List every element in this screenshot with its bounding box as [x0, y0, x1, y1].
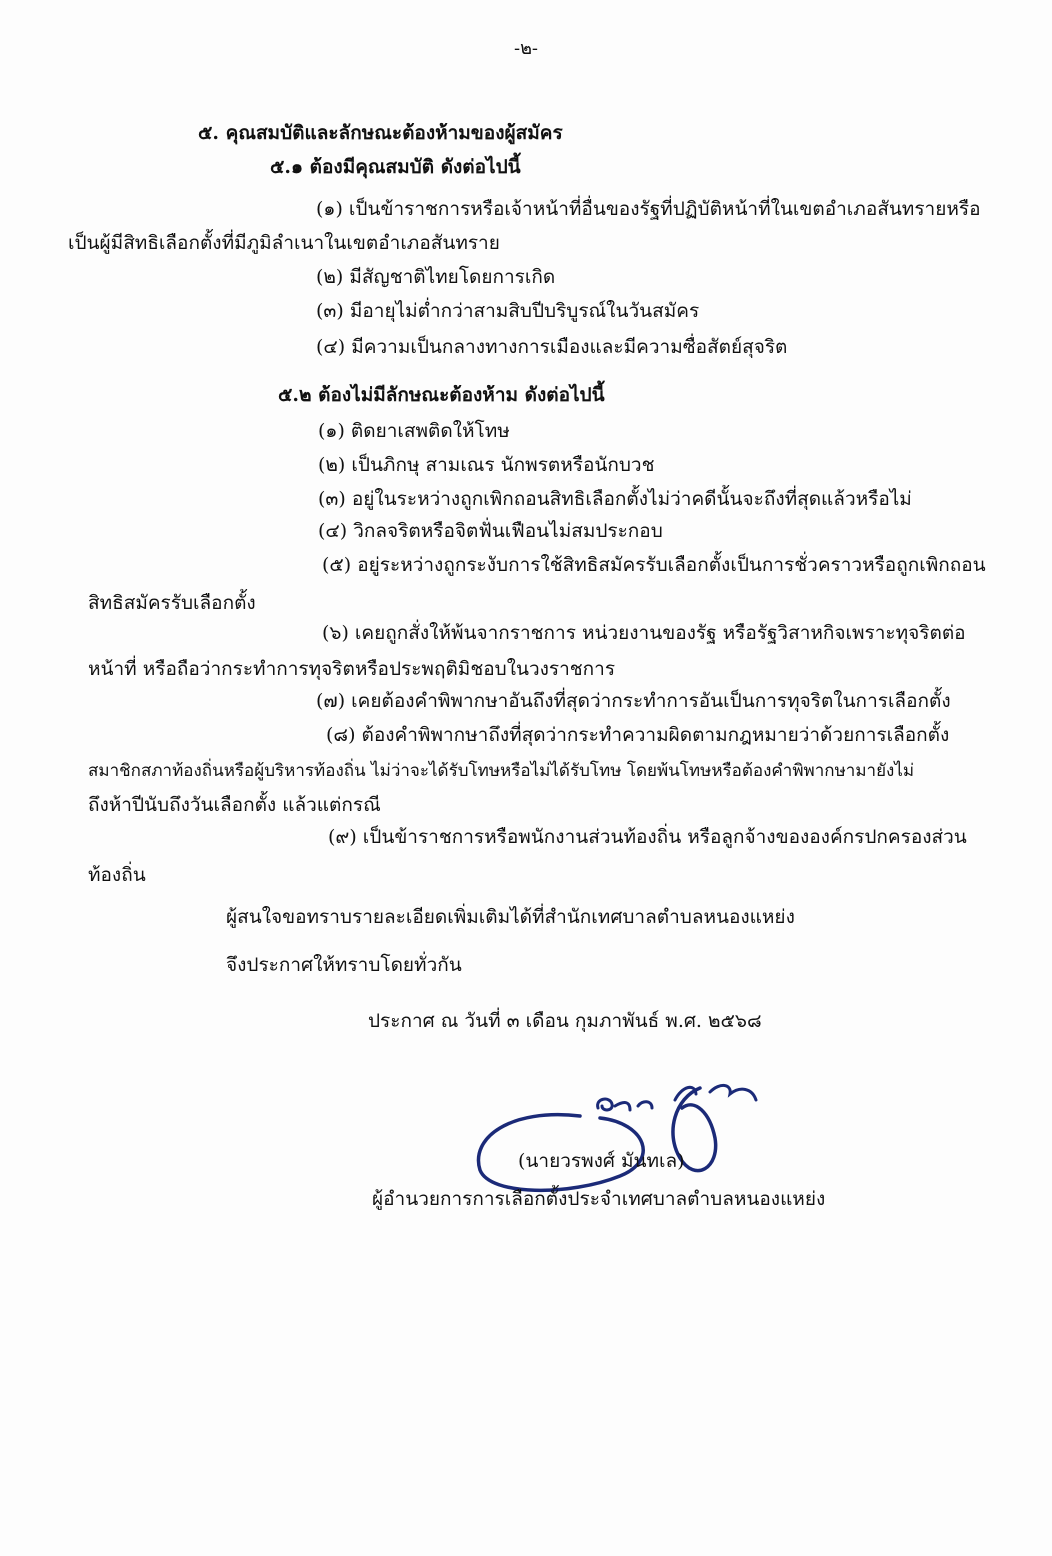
section-5-1-heading: ๕.๑ ต้องมีคุณสมบัติ ดังต่อไปนี้ — [270, 156, 521, 178]
signer-name: (นายวรพงศ์ มันทเล) — [518, 1150, 685, 1172]
signature-image — [470, 1078, 770, 1198]
section-5-heading: ๕. คุณสมบัติและลักษณะต้องห้ามของผู้สมัคร — [198, 122, 563, 144]
prohibition-item-6: (๖) เคยถูกสั่งให้พ้นจากราชการ หน่วยงานของรัฐ หรือรัฐวิสาหกิจเพราะทุจริตต่อ — [322, 622, 966, 644]
signer-title: ผู้อำนวยการการเลือกตั้งประจำเทศบาลตำบลหนองแหย่ง — [372, 1188, 826, 1210]
announcement-line: จึงประกาศให้ทราบโดยทั่วกัน — [226, 954, 462, 976]
qualification-item-1: (๑) เป็นข้าราชการหรือเจ้าหน้าที่อื่นของรัฐที่ปฏิบัติหน้าที่ในเขตอำเภอสันทรายหรือ — [316, 198, 981, 220]
prohibition-item-5: (๕) อยู่ระหว่างถูกระงับการใช้สิทธิสมัครรับเลือกตั้งเป็นการชั่วคราวหรือถูกเพิกถอน — [322, 554, 986, 576]
section-5-2-heading: ๕.๒ ต้องไม่มีลักษณะต้องห้าม ดังต่อไปนี้ — [278, 384, 605, 406]
page-number: -๒- — [513, 38, 539, 59]
prohibition-item-3: (๓) อยู่ในระหว่างถูกเพิกถอนสิทธิเลือกตั้งไม่ว่าคดีนั้นจะถึงที่สุดแล้วหรือไม่ — [318, 488, 912, 510]
prohibition-item-6-cont: หน้าที่ หรือถือว่ากระทำการทุจริตหรือประพฤติมิชอบในวงราชการ — [88, 658, 616, 680]
prohibition-item-1: (๑) ติดยาเสพติดให้โทษ — [318, 420, 510, 442]
prohibition-item-9-cont: ท้องถิ่น — [88, 864, 146, 886]
prohibition-item-7: (๗) เคยต้องคำพิพากษาอันถึงที่สุดว่ากระทำการอันเป็นการทุจริตในการเลือกตั้ง — [316, 690, 951, 712]
prohibition-item-8: (๘) ต้องคำพิพากษาถึงที่สุดว่ากระทำความผิดตามกฎหมายว่าด้วยการเลือกตั้ง — [326, 724, 950, 746]
qualification-item-3: (๓) มีอายุไม่ต่ำกว่าสามสิบปีบริบูรณ์ในวันสมัคร — [316, 300, 700, 322]
qualification-item-4: (๔) มีความเป็นกลางทางการเมืองและมีความซื่อสัตย์สุจริต — [316, 336, 788, 358]
qualification-item-2: (๒) มีสัญชาติไทยโดยการเกิด — [316, 266, 556, 288]
prohibition-item-5-cont: สิทธิสมัครรับเลือกตั้ง — [88, 592, 256, 614]
prohibition-item-8-cont-2: ถึงห้าปีนับถึงวันเลือกตั้ง แล้วแต่กรณี — [88, 794, 381, 816]
prohibition-item-4: (๔) วิกลจริตหรือจิตฟั่นเฟือนไม่สมประกอบ — [318, 520, 663, 542]
prohibition-item-8-cont: สมาชิกสภาท้องถิ่นหรือผู้บริหารท้องถิ่น ไม่ว่าจะได้รับโทษหรือไม่ได้รับโทษ โดยพ้นโทษหรือต้องคำพิพากษามายังไม่ — [88, 761, 915, 781]
prohibition-item-9: (๙) เป็นข้าราชการหรือพนักงานส่วนท้องถิ่น หรือลูกจ้างขององค์กรปกครองส่วน — [328, 826, 967, 848]
contact-paragraph: ผู้สนใจขอทราบรายละเอียดเพิ่มเติมได้ที่สำนักเทศบาลตำบลหนองแหย่ง — [226, 906, 795, 928]
prohibition-item-2: (๒) เป็นภิกษุ สามเณร นักพรตหรือนักบวช — [318, 454, 655, 476]
announcement-date: ประกาศ ณ วันที่ ๓ เดือน กุมภาพันธ์ พ.ศ. ๒๕๖๘ — [368, 1010, 762, 1032]
qualification-item-1-cont: เป็นผู้มีสิทธิเลือกตั้งที่มีภูมิลำเนาในเขตอำเภอสันทราย — [68, 232, 500, 254]
